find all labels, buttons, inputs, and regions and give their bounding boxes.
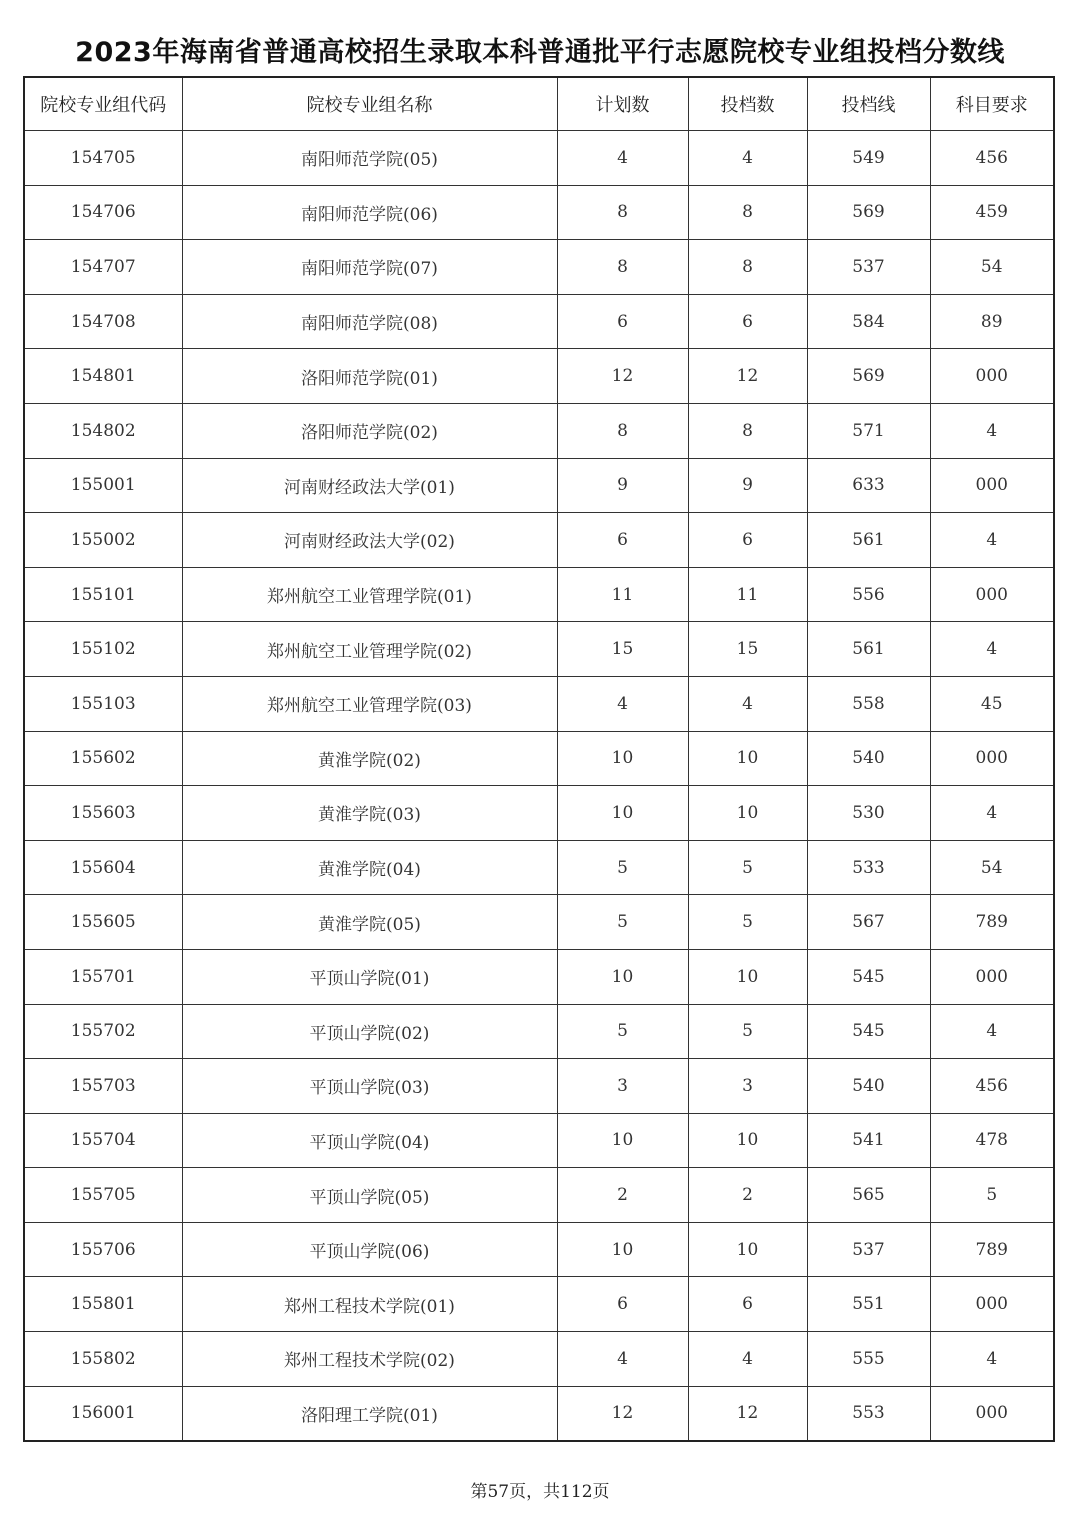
cell-filed-count: 12 <box>688 349 807 404</box>
cell-plan-count: 2 <box>557 1168 688 1223</box>
header-group-name: 院校专业组名称 <box>182 77 557 131</box>
cell-group-code: 155704 <box>24 1113 182 1168</box>
cell-subject-requirement: 000 <box>930 567 1054 622</box>
cell-group-code: 154705 <box>24 131 182 186</box>
cell-cutoff-score: 549 <box>807 131 930 186</box>
cell-filed-count: 6 <box>688 294 807 349</box>
cell-group-code: 155701 <box>24 949 182 1004</box>
header-plan-count: 计划数 <box>557 77 688 131</box>
cell-group-name: 黄淮学院(02) <box>182 731 557 786</box>
cell-group-name: 南阳师范学院(07) <box>182 240 557 295</box>
cell-plan-count: 11 <box>557 567 688 622</box>
cell-plan-count: 8 <box>557 185 688 240</box>
cell-filed-count: 15 <box>688 622 807 677</box>
table-row <box>24 895 1054 950</box>
cell-subject-requirement: 789 <box>930 895 1054 950</box>
cell-group-name: 河南财经政法大学(02) <box>182 513 557 568</box>
cell-group-name: 平顶山学院(04) <box>182 1113 557 1168</box>
cell-cutoff-score: 541 <box>807 1113 930 1168</box>
cell-subject-requirement: 54 <box>930 840 1054 895</box>
cell-group-name: 平顶山学院(05) <box>182 1168 557 1223</box>
cell-plan-count: 5 <box>557 1004 688 1059</box>
table-row <box>24 840 1054 895</box>
cell-group-code: 155702 <box>24 1004 182 1059</box>
cell-filed-count: 10 <box>688 731 807 786</box>
cell-filed-count: 3 <box>688 1059 807 1114</box>
cell-plan-count: 8 <box>557 403 688 458</box>
cell-group-name: 黄淮学院(05) <box>182 895 557 950</box>
cell-group-name: 黄淮学院(03) <box>182 786 557 841</box>
header-filed-count: 投档数 <box>688 77 807 131</box>
table-row <box>24 131 1054 186</box>
table-row <box>24 349 1054 404</box>
cell-group-name: 郑州航空工业管理学院(01) <box>182 567 557 622</box>
cell-group-name: 郑州工程技术学院(02) <box>182 1332 557 1387</box>
cell-group-code: 154708 <box>24 294 182 349</box>
table-row <box>24 1168 1054 1223</box>
cell-cutoff-score: 561 <box>807 513 930 568</box>
cell-cutoff-score: 530 <box>807 786 930 841</box>
cell-subject-requirement: 000 <box>930 349 1054 404</box>
cell-filed-count: 4 <box>688 676 807 731</box>
cell-cutoff-score: 555 <box>807 1332 930 1387</box>
cell-group-name: 洛阳理工学院(01) <box>182 1386 557 1441</box>
cell-plan-count: 10 <box>557 1222 688 1277</box>
table-row <box>24 1332 1054 1387</box>
cell-cutoff-score: 537 <box>807 240 930 295</box>
cell-subject-requirement: 89 <box>930 294 1054 349</box>
table-row <box>24 240 1054 295</box>
cell-cutoff-score: 540 <box>807 1059 930 1114</box>
cell-filed-count: 10 <box>688 949 807 1004</box>
cell-plan-count: 10 <box>557 1113 688 1168</box>
cell-subject-requirement: 45 <box>930 676 1054 731</box>
cell-group-name: 平顶山学院(03) <box>182 1059 557 1114</box>
cell-subject-requirement: 5 <box>930 1168 1054 1223</box>
cell-filed-count: 4 <box>688 1332 807 1387</box>
table-row <box>24 1386 1054 1441</box>
cell-cutoff-score: 540 <box>807 731 930 786</box>
cell-group-code: 155002 <box>24 513 182 568</box>
cell-group-code: 155605 <box>24 895 182 950</box>
cell-plan-count: 12 <box>557 349 688 404</box>
cell-group-name: 南阳师范学院(08) <box>182 294 557 349</box>
cell-group-code: 154706 <box>24 185 182 240</box>
cell-group-code: 155001 <box>24 458 182 513</box>
cell-cutoff-score: 545 <box>807 1004 930 1059</box>
cell-group-code: 155102 <box>24 622 182 677</box>
cell-plan-count: 3 <box>557 1059 688 1114</box>
cell-cutoff-score: 551 <box>807 1277 930 1332</box>
cell-group-code: 155706 <box>24 1222 182 1277</box>
cell-plan-count: 15 <box>557 622 688 677</box>
table-row <box>24 458 1054 513</box>
cell-subject-requirement: 000 <box>930 458 1054 513</box>
cell-group-code: 155802 <box>24 1332 182 1387</box>
cell-subject-requirement: 789 <box>930 1222 1054 1277</box>
table-row <box>24 676 1054 731</box>
cell-cutoff-score: 571 <box>807 403 930 458</box>
cell-plan-count: 6 <box>557 294 688 349</box>
cell-plan-count: 5 <box>557 840 688 895</box>
cell-cutoff-score: 537 <box>807 1222 930 1277</box>
cell-cutoff-score: 569 <box>807 349 930 404</box>
cell-cutoff-score: 565 <box>807 1168 930 1223</box>
table-row <box>24 622 1054 677</box>
cell-cutoff-score: 545 <box>807 949 930 1004</box>
cell-group-code: 155801 <box>24 1277 182 1332</box>
table-row <box>24 1222 1054 1277</box>
header-group-code: 院校专业组代码 <box>24 77 182 131</box>
cell-plan-count: 4 <box>557 131 688 186</box>
cell-plan-count: 5 <box>557 895 688 950</box>
cell-subject-requirement: 4 <box>930 1332 1054 1387</box>
cell-subject-requirement: 4 <box>930 403 1054 458</box>
cell-group-code: 155604 <box>24 840 182 895</box>
cell-filed-count: 8 <box>688 403 807 458</box>
cell-plan-count: 6 <box>557 513 688 568</box>
cell-group-code: 155705 <box>24 1168 182 1223</box>
cell-group-code: 155603 <box>24 786 182 841</box>
cell-subject-requirement: 4 <box>930 513 1054 568</box>
table-row <box>24 403 1054 458</box>
cell-subject-requirement: 000 <box>930 1277 1054 1332</box>
page-number: 第57页，共112页 <box>470 1482 610 1502</box>
cell-filed-count: 5 <box>688 1004 807 1059</box>
table-row <box>24 294 1054 349</box>
cell-subject-requirement: 54 <box>930 240 1054 295</box>
cell-plan-count: 8 <box>557 240 688 295</box>
cell-filed-count: 8 <box>688 185 807 240</box>
cell-subject-requirement: 000 <box>930 731 1054 786</box>
cell-group-name: 南阳师范学院(06) <box>182 185 557 240</box>
table-row <box>24 1113 1054 1168</box>
cell-subject-requirement: 000 <box>930 1386 1054 1441</box>
cell-plan-count: 4 <box>557 676 688 731</box>
cell-subject-requirement: 456 <box>930 131 1054 186</box>
cell-filed-count: 10 <box>688 786 807 841</box>
cell-subject-requirement: 456 <box>930 1059 1054 1114</box>
cell-cutoff-score: 569 <box>807 185 930 240</box>
cell-filed-count: 10 <box>688 1222 807 1277</box>
cell-group-code: 155602 <box>24 731 182 786</box>
cell-subject-requirement: 000 <box>930 949 1054 1004</box>
table-row <box>24 185 1054 240</box>
cell-group-name: 平顶山学院(06) <box>182 1222 557 1277</box>
page-title: 2023年海南省普通高校招生录取本科普通批平行志愿院校专业组投档分数线 <box>75 37 1005 68</box>
cell-plan-count: 9 <box>557 458 688 513</box>
cell-subject-requirement: 459 <box>930 185 1054 240</box>
cell-group-code: 154707 <box>24 240 182 295</box>
cell-plan-count: 10 <box>557 786 688 841</box>
cell-filed-count: 4 <box>688 131 807 186</box>
cell-cutoff-score: 567 <box>807 895 930 950</box>
cell-group-code: 155703 <box>24 1059 182 1114</box>
table-row <box>24 731 1054 786</box>
cell-subject-requirement: 4 <box>930 786 1054 841</box>
table-row <box>24 786 1054 841</box>
cell-filed-count: 9 <box>688 458 807 513</box>
cell-filed-count: 10 <box>688 1113 807 1168</box>
cell-filed-count: 11 <box>688 567 807 622</box>
table-row <box>24 949 1054 1004</box>
table-row <box>24 567 1054 622</box>
cell-cutoff-score: 633 <box>807 458 930 513</box>
table-row <box>24 1004 1054 1059</box>
header-subject-requirement: 科目要求 <box>930 77 1054 131</box>
table-header-row <box>24 77 1054 131</box>
cell-subject-requirement: 4 <box>930 1004 1054 1059</box>
cell-group-name: 河南财经政法大学(01) <box>182 458 557 513</box>
cell-group-name: 南阳师范学院(05) <box>182 131 557 186</box>
cell-cutoff-score: 584 <box>807 294 930 349</box>
cell-group-name: 黄淮学院(04) <box>182 840 557 895</box>
cell-plan-count: 10 <box>557 949 688 1004</box>
cell-group-name: 平顶山学院(02) <box>182 1004 557 1059</box>
cell-group-name: 洛阳师范学院(02) <box>182 403 557 458</box>
cell-group-name: 平顶山学院(01) <box>182 949 557 1004</box>
cell-group-code: 155101 <box>24 567 182 622</box>
cell-filed-count: 6 <box>688 513 807 568</box>
table-row <box>24 1059 1054 1114</box>
cell-group-name: 郑州航空工业管理学院(03) <box>182 676 557 731</box>
table-body <box>24 131 1054 1442</box>
cell-filed-count: 8 <box>688 240 807 295</box>
cell-plan-count: 10 <box>557 731 688 786</box>
table-row <box>24 513 1054 568</box>
cell-cutoff-score: 533 <box>807 840 930 895</box>
cell-subject-requirement: 478 <box>930 1113 1054 1168</box>
cell-group-code: 154802 <box>24 403 182 458</box>
cell-group-name: 郑州航空工业管理学院(02) <box>182 622 557 677</box>
header-cutoff-score: 投档线 <box>807 77 930 131</box>
cell-subject-requirement: 4 <box>930 622 1054 677</box>
cell-group-code: 155103 <box>24 676 182 731</box>
admission-score-table <box>23 76 1055 1442</box>
cell-cutoff-score: 558 <box>807 676 930 731</box>
cell-group-code: 154801 <box>24 349 182 404</box>
cell-group-name: 郑州工程技术学院(01) <box>182 1277 557 1332</box>
cell-filed-count: 5 <box>688 895 807 950</box>
cell-filed-count: 6 <box>688 1277 807 1332</box>
cell-plan-count: 12 <box>557 1386 688 1441</box>
cell-cutoff-score: 556 <box>807 567 930 622</box>
cell-plan-count: 4 <box>557 1332 688 1387</box>
cell-filed-count: 2 <box>688 1168 807 1223</box>
cell-filed-count: 12 <box>688 1386 807 1441</box>
cell-group-code: 156001 <box>24 1386 182 1441</box>
cell-group-name: 洛阳师范学院(01) <box>182 349 557 404</box>
cell-cutoff-score: 553 <box>807 1386 930 1441</box>
cell-cutoff-score: 561 <box>807 622 930 677</box>
cell-filed-count: 5 <box>688 840 807 895</box>
cell-plan-count: 6 <box>557 1277 688 1332</box>
table-row <box>24 1277 1054 1332</box>
